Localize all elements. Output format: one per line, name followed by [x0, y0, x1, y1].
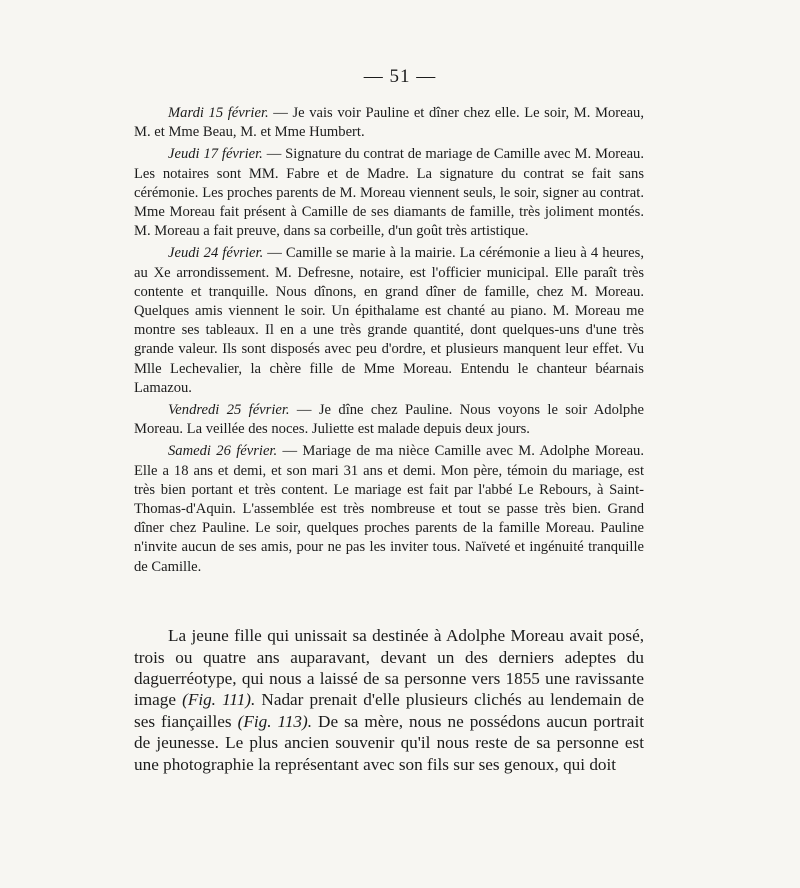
paragraph-text: Nadar prenait d'elle plusieurs clichés au lendemain de ses fiançailles — [134, 690, 645, 731]
journal-entry — [134, 442, 644, 576]
journal-entry — [134, 145, 644, 241]
entry-text: — Mariage de ma nièce Camille avec M. Adolphe Moreau. Elle a 18 ans et demi, et son mari 31 ans et demi. Mon père, témoin du mariage, est très bien portant et très content. Le mariage est fait par l'abbé Le Rebours, à Saint-Thomas-d'Aquin. L'assemblée est très nombreuse et tout se passe très bien. Grand dîner chez Pauline. Le soir, quelques proches parents de la famille Moreau. Pauline n'invite aucun de ses amis, pour ne pas les inviter tous. Naïveté et ingénuité tranquille de Camille. — [134, 443, 644, 575]
journal-entry — [134, 401, 644, 439]
journal-entry — [134, 104, 644, 142]
entry-date: Samedi 26 février. — [168, 443, 278, 460]
paragraph-text: La jeune fille qui unissait sa destinée à Adolphe Moreau avait posé, trois ou quatre ans auparavant, devant un des derniers adeptes du daguerréotype, qui nous a laissé de sa personne vers 1855 une ravissante image — [134, 626, 644, 710]
entry-date: Jeudi 17 février. — [168, 146, 263, 163]
entry-date: Vendredi 25 février. — [168, 402, 290, 419]
paragraph-text: De sa mère, nous ne possédons aucun portrait de jeunesse. Le plus ancien souvenir qu'il nous reste de sa personne est une photographie la représentant avec son fils sur ses genoux, qui doit — [134, 711, 644, 774]
entry-text: — Signature du contrat de mariage de Camille avec M. Moreau. Les notaires sont MM. Fabre et de Madre. La signature du contrat se fait sans cérémonie. Les proches parents de M. Moreau viennent seuls, le soir, signer au contrat. Mme Moreau fait présent à Camille de ses diamants de famille, très joliment montés. M. Moreau a fait preuve, dans sa corbeille, d'un goût très artistique. — [134, 146, 644, 240]
figure-reference: (Fig. 113). — [237, 711, 313, 731]
journal-entry — [134, 244, 644, 398]
entry-text: — Je vais voir Pauline et dîner chez elle. Le soir, M. Moreau, M. et Mme Beau, M. et Mme Humbert. — [134, 105, 644, 141]
entry-date: Mardi 15 février. — [168, 105, 269, 121]
page-number: — 51 — — [363, 66, 437, 87]
entry-date: Jeudi 24 février. — [168, 245, 264, 262]
figure-reference: (Fig. 111). — [182, 690, 256, 710]
journal-entries — [134, 104, 644, 580]
entry-text: — Je dîne chez Pauline. Nous voyons le soir Adolphe Moreau. La veillée des noces. Juliette est malade depuis deux jours. — [134, 402, 644, 438]
entry-text: — Camille se marie à la mairie. La cérémonie a lieu à 4 heures, au Xe arrondissement. M. Defresne, notaire, est l'officier municipal. Elle paraît très contente et tranquille. Nous dînons, en grand dîner de famille, chez M. Moreau. Quelques amis viennent le soir. Un épithalame est chanté au piano. M. Moreau me montre ses tableaux. Il en a une très grande quantité, dont quelques-uns d'une très grande valeur. Ils sont disposés avec peu d'ordre, et plusieurs manquent leur effet. Vu Mlle Lechevalier, la chère fille de Mme Moreau. Entendu le chanteur béarnais Lamazou. — [134, 245, 644, 396]
body-paragraph — [134, 625, 644, 775]
